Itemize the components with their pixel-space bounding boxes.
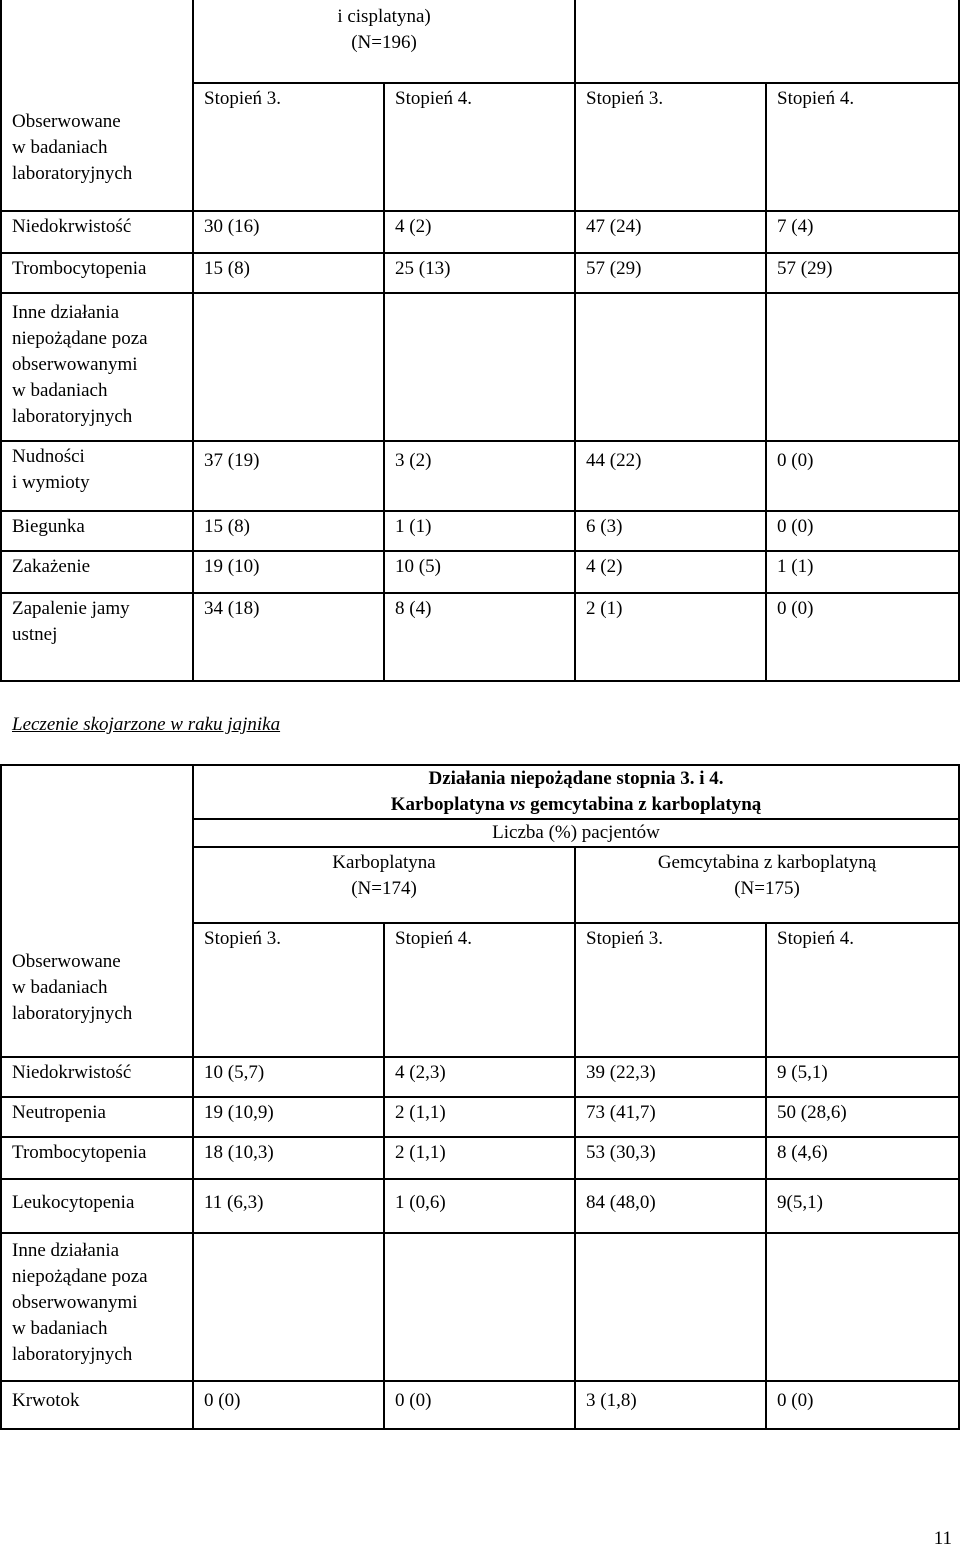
- value-cell: 34 (18): [193, 593, 384, 681]
- row-label: Zakażenie: [1, 551, 193, 593]
- value-cell: 0 (0): [766, 441, 959, 511]
- value-cell: 18 (10,3): [193, 1137, 384, 1179]
- empty-cell: [575, 1233, 766, 1381]
- value-cell: 4 (2,3): [384, 1057, 575, 1097]
- label-line: i wymioty: [12, 472, 90, 493]
- label-line: Obserwowane: [12, 951, 121, 972]
- label-line: laboratoryjnych: [12, 1003, 133, 1024]
- group-header-n: (N=196): [351, 32, 417, 53]
- label-line: laboratoryjnych: [12, 406, 133, 427]
- value-cell: 10 (5,7): [193, 1057, 384, 1097]
- value-cell: 3 (2): [384, 441, 575, 511]
- label-line: laboratoryjnych: [12, 1344, 133, 1365]
- row-label-header: [1, 83, 193, 211]
- group-header-carboplatin: [193, 847, 575, 923]
- empty-cell: [766, 1233, 959, 1381]
- title-line-1: Działania niepożądane stopnia 3. i 4.: [428, 768, 724, 789]
- value-cell: 1 (1): [384, 511, 575, 551]
- row-label: Niedokrwistość: [1, 211, 193, 253]
- value-cell: 73 (41,7): [575, 1097, 766, 1137]
- value-cell: 4 (2): [384, 211, 575, 253]
- grade-header: Stopień 4.: [766, 923, 959, 1057]
- value-cell: 0 (0): [766, 1381, 959, 1429]
- label-line: ustnej: [12, 624, 58, 645]
- table-row: [1, 441, 959, 511]
- page-number: 11: [933, 1528, 952, 1549]
- value-cell: 57 (29): [575, 253, 766, 293]
- table-row: [1, 593, 959, 681]
- grade-header: Stopień 3.: [575, 83, 766, 211]
- value-cell: 3 (1,8): [575, 1381, 766, 1429]
- group-name: Gemcytabina z karboplatyną: [657, 852, 877, 873]
- label-line: w badaniach: [12, 1318, 108, 1339]
- group-header-cisplatin: [193, 0, 575, 83]
- row-label: Biegunka: [1, 511, 193, 551]
- adverse-events-table-ovarian: [0, 764, 960, 1430]
- value-cell: 9 (5,1): [766, 1057, 959, 1097]
- value-cell: 53 (30,3): [575, 1137, 766, 1179]
- value-cell: 10 (5): [384, 551, 575, 593]
- grade-header: Stopień 4.: [384, 83, 575, 211]
- grade-header: Stopień 3.: [193, 83, 384, 211]
- value-cell: 0 (0): [766, 593, 959, 681]
- table-row: [1, 1381, 959, 1429]
- table-row: [1, 253, 959, 293]
- value-cell: 1 (0,6): [384, 1179, 575, 1233]
- value-cell: 19 (10,9): [193, 1097, 384, 1137]
- value-cell: 2 (1,1): [384, 1137, 575, 1179]
- empty-cell: [575, 293, 766, 441]
- table-row: [1, 1097, 959, 1137]
- table-row: [1, 1137, 959, 1179]
- label-line: laboratoryjnych: [12, 163, 133, 184]
- value-cell: 50 (28,6): [766, 1097, 959, 1137]
- value-cell: 8 (4,6): [766, 1137, 959, 1179]
- table-row: [1, 1179, 959, 1233]
- group-header-gemcitabine: [575, 847, 959, 923]
- label-line: Zapalenie jamy: [12, 598, 130, 619]
- grade-header: Stopień 3.: [575, 923, 766, 1057]
- label-line: niepożądane poza: [12, 328, 148, 349]
- empty-cell: [384, 293, 575, 441]
- value-cell: 39 (22,3): [575, 1057, 766, 1097]
- count-label: Liczba (%) pacjentów: [193, 819, 959, 847]
- other-events-label: [1, 293, 193, 441]
- empty-cell: [384, 1233, 575, 1381]
- grade-header: Stopień 4.: [766, 83, 959, 211]
- value-cell: 57 (29): [766, 253, 959, 293]
- title-part: gemcytabina z karboplatyną: [525, 794, 762, 815]
- label-line: obserwowanymi: [12, 1292, 138, 1313]
- value-cell: 30 (16): [193, 211, 384, 253]
- row-label: Trombocytopenia: [1, 253, 193, 293]
- label-line: w badaniach: [12, 380, 108, 401]
- row-label: Trombocytopenia: [1, 1137, 193, 1179]
- value-cell: 8 (4): [384, 593, 575, 681]
- empty-cell: [766, 293, 959, 441]
- title-part: Karboplatyna: [390, 794, 510, 815]
- label-line: Obserwowane: [12, 111, 121, 132]
- value-cell: 0 (0): [384, 1381, 575, 1429]
- label-line: niepożądane poza: [12, 1266, 148, 1287]
- adverse-events-table-cisplatin: [0, 0, 960, 682]
- value-cell: 11 (6,3): [193, 1179, 384, 1233]
- label-line: w badaniach: [12, 137, 108, 158]
- value-cell: 19 (10): [193, 551, 384, 593]
- label-line: Inne działania: [12, 1240, 120, 1261]
- header-empty-cell: [1, 765, 193, 923]
- header-empty-cell: [1, 0, 193, 83]
- grade-header: Stopień 4.: [384, 923, 575, 1057]
- value-cell: 25 (13): [384, 253, 575, 293]
- row-label: Niedokrwistość: [1, 1057, 193, 1097]
- empty-cell: [193, 293, 384, 441]
- value-cell: 47 (24): [575, 211, 766, 253]
- label-line: obserwowanymi: [12, 354, 138, 375]
- value-cell: 2 (1): [575, 593, 766, 681]
- table-row: [1, 211, 959, 253]
- row-label: Leukocytopenia: [1, 1179, 193, 1233]
- table-row: [1, 551, 959, 593]
- grade-header: Stopień 3.: [193, 923, 384, 1057]
- value-cell: 7 (4): [766, 211, 959, 253]
- row-label: Krwotok: [1, 1381, 193, 1429]
- other-events-label: [1, 1233, 193, 1381]
- section-title: Leczenie skojarzone w raku jajnika: [12, 714, 281, 735]
- value-cell: 0 (0): [193, 1381, 384, 1429]
- value-cell: 44 (22): [575, 441, 766, 511]
- empty-cell: [193, 1233, 384, 1381]
- row-label: Neutropenia: [1, 1097, 193, 1137]
- row-label: [1, 441, 193, 511]
- other-events-row: [1, 1233, 959, 1381]
- value-cell: 15 (8): [193, 511, 384, 551]
- table-row: [1, 1057, 959, 1097]
- group-name: Karboplatyna: [332, 852, 436, 873]
- row-label: [1, 593, 193, 681]
- table-row: [1, 511, 959, 551]
- group-n: (N=175): [734, 878, 800, 899]
- value-cell: 37 (19): [193, 441, 384, 511]
- title-vs: vs: [509, 794, 526, 815]
- label-line: w badaniach: [12, 977, 108, 998]
- value-cell: 2 (1,1): [384, 1097, 575, 1137]
- row-label-header: [1, 923, 193, 1057]
- value-cell: 6 (3): [575, 511, 766, 551]
- value-cell: 9(5,1): [766, 1179, 959, 1233]
- table-title: [193, 765, 959, 819]
- group-n: (N=174): [351, 878, 417, 899]
- label-line: Inne działania: [12, 302, 120, 323]
- value-cell: 15 (8): [193, 253, 384, 293]
- value-cell: 0 (0): [766, 511, 959, 551]
- value-cell: 1 (1): [766, 551, 959, 593]
- other-events-row: [1, 293, 959, 441]
- title-line-2: [194, 792, 958, 818]
- group-header-other: [575, 0, 959, 83]
- group-header-line: i cisplatyna): [337, 6, 431, 27]
- label-line: Nudności: [12, 446, 85, 467]
- value-cell: 4 (2): [575, 551, 766, 593]
- value-cell: 84 (48,0): [575, 1179, 766, 1233]
